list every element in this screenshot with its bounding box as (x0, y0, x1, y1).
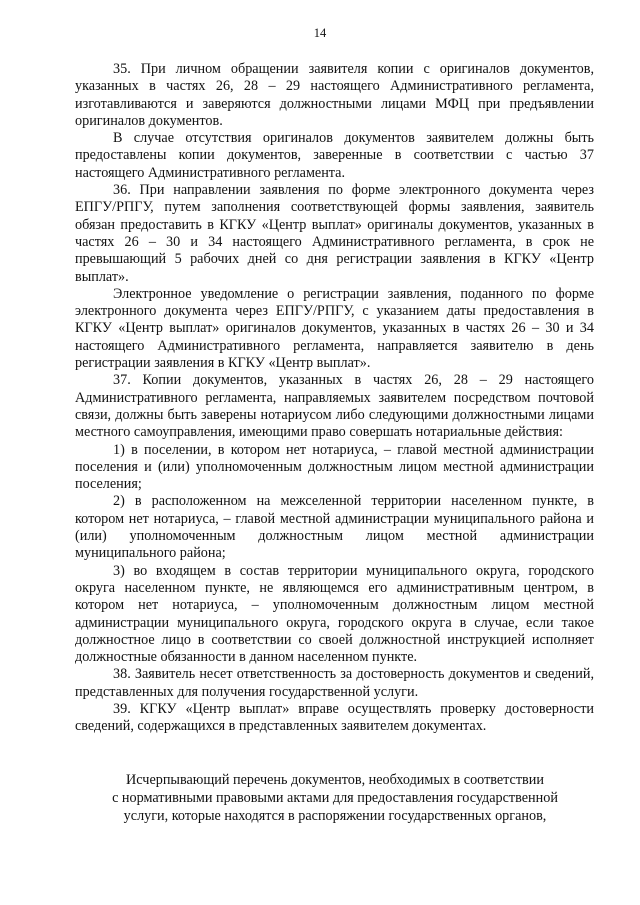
paragraph-37-item-2: 2) в расположенном на межселенной территории населенном пункте, в котором нет нотариуса, – главой местной администрации муниципального района и (или) уполномоченным должностным лицом местной администрации муниципального района; (75, 493, 594, 562)
paragraph-36: 36. При направлении заявления по форме электронного документа через ЕПГУ/РПГУ, путем заполнения соответствующей формы заявления, заявитель обязан предоставить в КГКУ «Центр выплат» оригиналы документов, указанных в частях 26 – 30 и 34 настоящего Административного регламента, в срок не превышающий 5 рабочих дней со дня регистрации заявления в КГКУ «Центр выплат». (75, 182, 594, 285)
section-heading-line: с нормативными правовыми актами для предоставления государственной (112, 789, 558, 806)
paragraph-35-continuation: В случае отсутствия оригиналов документов заявителем должны быть предоставлены копии документов, заверенные в соответствии с частью 37 настоящего Административного регламента. (75, 130, 594, 181)
paragraph-36-continuation: Электронное уведомление о регистрации заявления, поданного по форме электронного документа через ЕПГУ/РПГУ, с указанием даты предоставления в КГКУ «Центр выплат» оригиналов документов, указанных в частях 26 – 30 и 34 настоящего Административного регламента, направляется заявителю в день регистрации заявления в КГКУ «Центр выплат». (75, 285, 594, 372)
section-heading (70, 772, 600, 825)
paragraph-35: 35. При личном обращении заявителя копии с оригиналов документов, указанных в частях 26, 28 – 29 настоящего Административного регламента, изготавливаются и заверяются должностными лицами МФЦ при предъявлении оригиналов документов. (75, 61, 594, 129)
paragraph-37-item-1: 1) в поселении, в котором нет нотариуса, – главой местной администрации поселения и (или) уполномоченным должностным лицом местной администрации поселения; (75, 441, 594, 493)
paragraph-38: 38. Заявитель несет ответственность за достоверность документов и сведений, представленных для получения государственной услуги. (75, 666, 594, 700)
paragraph-37-item-3: 3) во входящем в состав территории муниципального округа, городского округа населенном пункте, не являющемся его административным центром, в котором нет нотариуса, – уполномоченным должностным лицом местной администрации муниципального округа, городского округа в случае, если такое должностное лицо в соответствии со своей должностной инструкцией исполняет должностные обязанности в данном населенном пункте. (75, 562, 594, 666)
paragraph-37: 37. Копии документов, указанных в частях 26, 28 – 29 настоящего Административного регламента, направляемых заявителем посредством почтовой связи, должны быть заверены нотариусом либо следующими должностными лицами местного самоуправления, имеющими право совершать нотариальные действия: (75, 372, 594, 441)
body-text (75, 61, 594, 736)
section-heading-line: Исчерпывающий перечень документов, необходимых в соответствии (126, 772, 544, 788)
paragraph-39: 39. КГКУ «Центр выплат» вправе осуществлять проверку достоверности сведений, содержащихся в представленных заявителем документах. (75, 700, 594, 735)
section-heading-line: услуги, которые находятся в распоряжении государственных органов, (123, 807, 547, 824)
page-number: 14 (313, 26, 327, 40)
